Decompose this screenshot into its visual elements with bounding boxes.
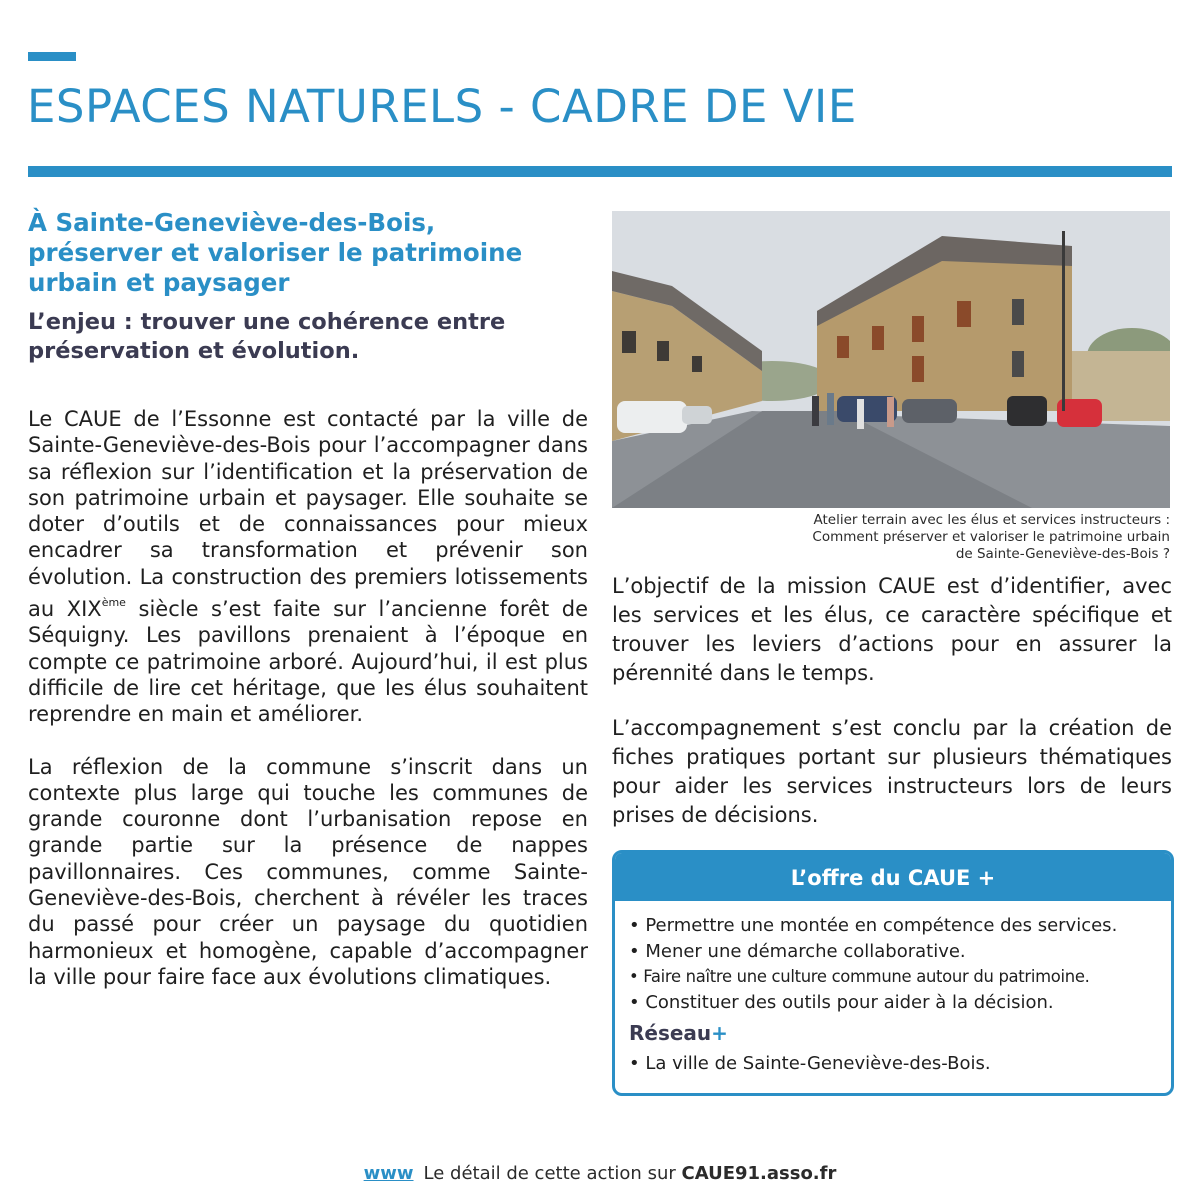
paragraph-text: siècle s’est faite sur l’ancienne forêt de Séquigny. Les pavillons prenaient à l’époque en compte ce patrimoine arboré. Aujourd’hui, il est plus difficile de lire cet héritage, que les élus souhaitent reprendre en main et améliorer. [28, 597, 588, 727]
paragraph-reflection: La réflexion de la commune s’inscrit dans un contexte plus large qui touche les communes de grande couronne dont l’urbanisation repose en grande partie sur la présence de nappes pavillonnaires. Ces communes, comme Sainte-Geneviève-des-Bois, cherchent à révéler les traces du passé pour créer un paysage du quotidien harmonieux et homogène, capable d’accompagner la ville pour faire face aux évolutions climatiques. [28, 754, 588, 989]
title-rule [28, 166, 1172, 177]
left-column [28, 208, 588, 990]
right-column [612, 572, 1172, 830]
photo-caption [612, 512, 1170, 563]
caue-offer-box [612, 850, 1174, 1096]
network-plus: + [711, 1021, 728, 1045]
offer-item: • Permettre une montée en compétence des services. [629, 915, 1118, 936]
article-subtitle [28, 208, 588, 298]
footer [0, 1163, 1200, 1184]
network-list [629, 1051, 1171, 1077]
top-accent-bar [28, 52, 76, 61]
offer-item: • Faire naître une culture commune autour du patrimoine. [629, 967, 1090, 986]
caption-line: Atelier terrain avec les élus et services instructeurs : [813, 512, 1170, 528]
page-title: ESPACES NATURELS - CADRE DE VIE [27, 80, 857, 133]
lead-line: L’enjeu : trouver une cohérence entre [28, 309, 506, 335]
paragraph-conclusion: L’accompagnement s’est conclu par la création de fiches pratiques portant sur plusieurs thématiques pour aider les services instructeurs lors de leurs prises de décisions. [612, 716, 1172, 827]
century-superscript: ème [101, 596, 126, 610]
field-workshop-photo [612, 211, 1170, 508]
article-lead [28, 308, 588, 366]
subtitle-line: À Sainte-Geneviève-des-Bois, [28, 208, 436, 237]
footer-text: Le détail de cette action sur [423, 1163, 682, 1184]
subtitle-line: préserver et valoriser le patrimoine [28, 238, 523, 267]
network-title-text: Réseau [629, 1021, 712, 1045]
paragraph-context [28, 406, 588, 728]
lead-line: préservation et évolution. [28, 338, 360, 364]
offer-list [629, 913, 1171, 1015]
offer-title: L’offre du CAUE + [615, 853, 1171, 901]
paragraph-text: Le CAUE de l’Essonne est contacté par la ville de Sainte-Geneviève-des-Bois pour l’accompagner dans sa réflexion sur l’identification et la préservation de son patrimoine urbain et paysager. Elle souhaite se doter d’outils et de connaissances pour mieux encadrer sa transformation et prévenir son évolution. La construction des premiers lotissements au XIX [28, 407, 588, 622]
caption-line: de Sainte-Geneviève-des-Bois ? [955, 546, 1170, 562]
offer-item: • Constituer des outils pour aider à la décision. [629, 991, 1054, 1013]
offer-item: • Mener une démarche collaborative. [629, 940, 966, 962]
paragraph-objective: L’objectif de la mission CAUE est d’identifier, avec les services et les élus, ce caractère spécifique et trouver les leviers d’actions pour en assurer la pérennité dans le temps. [612, 574, 1172, 685]
www-mark: www [363, 1163, 414, 1184]
network-title [629, 1021, 1171, 1045]
subtitle-line: urbain et paysager [28, 268, 290, 297]
footer-website-link[interactable]: CAUE91.asso.fr [681, 1163, 837, 1184]
network-item: • La ville de Sainte-Geneviève-des-Bois. [629, 1053, 991, 1074]
caption-line: Comment préserver et valoriser le patrimoine urbain [812, 529, 1170, 545]
